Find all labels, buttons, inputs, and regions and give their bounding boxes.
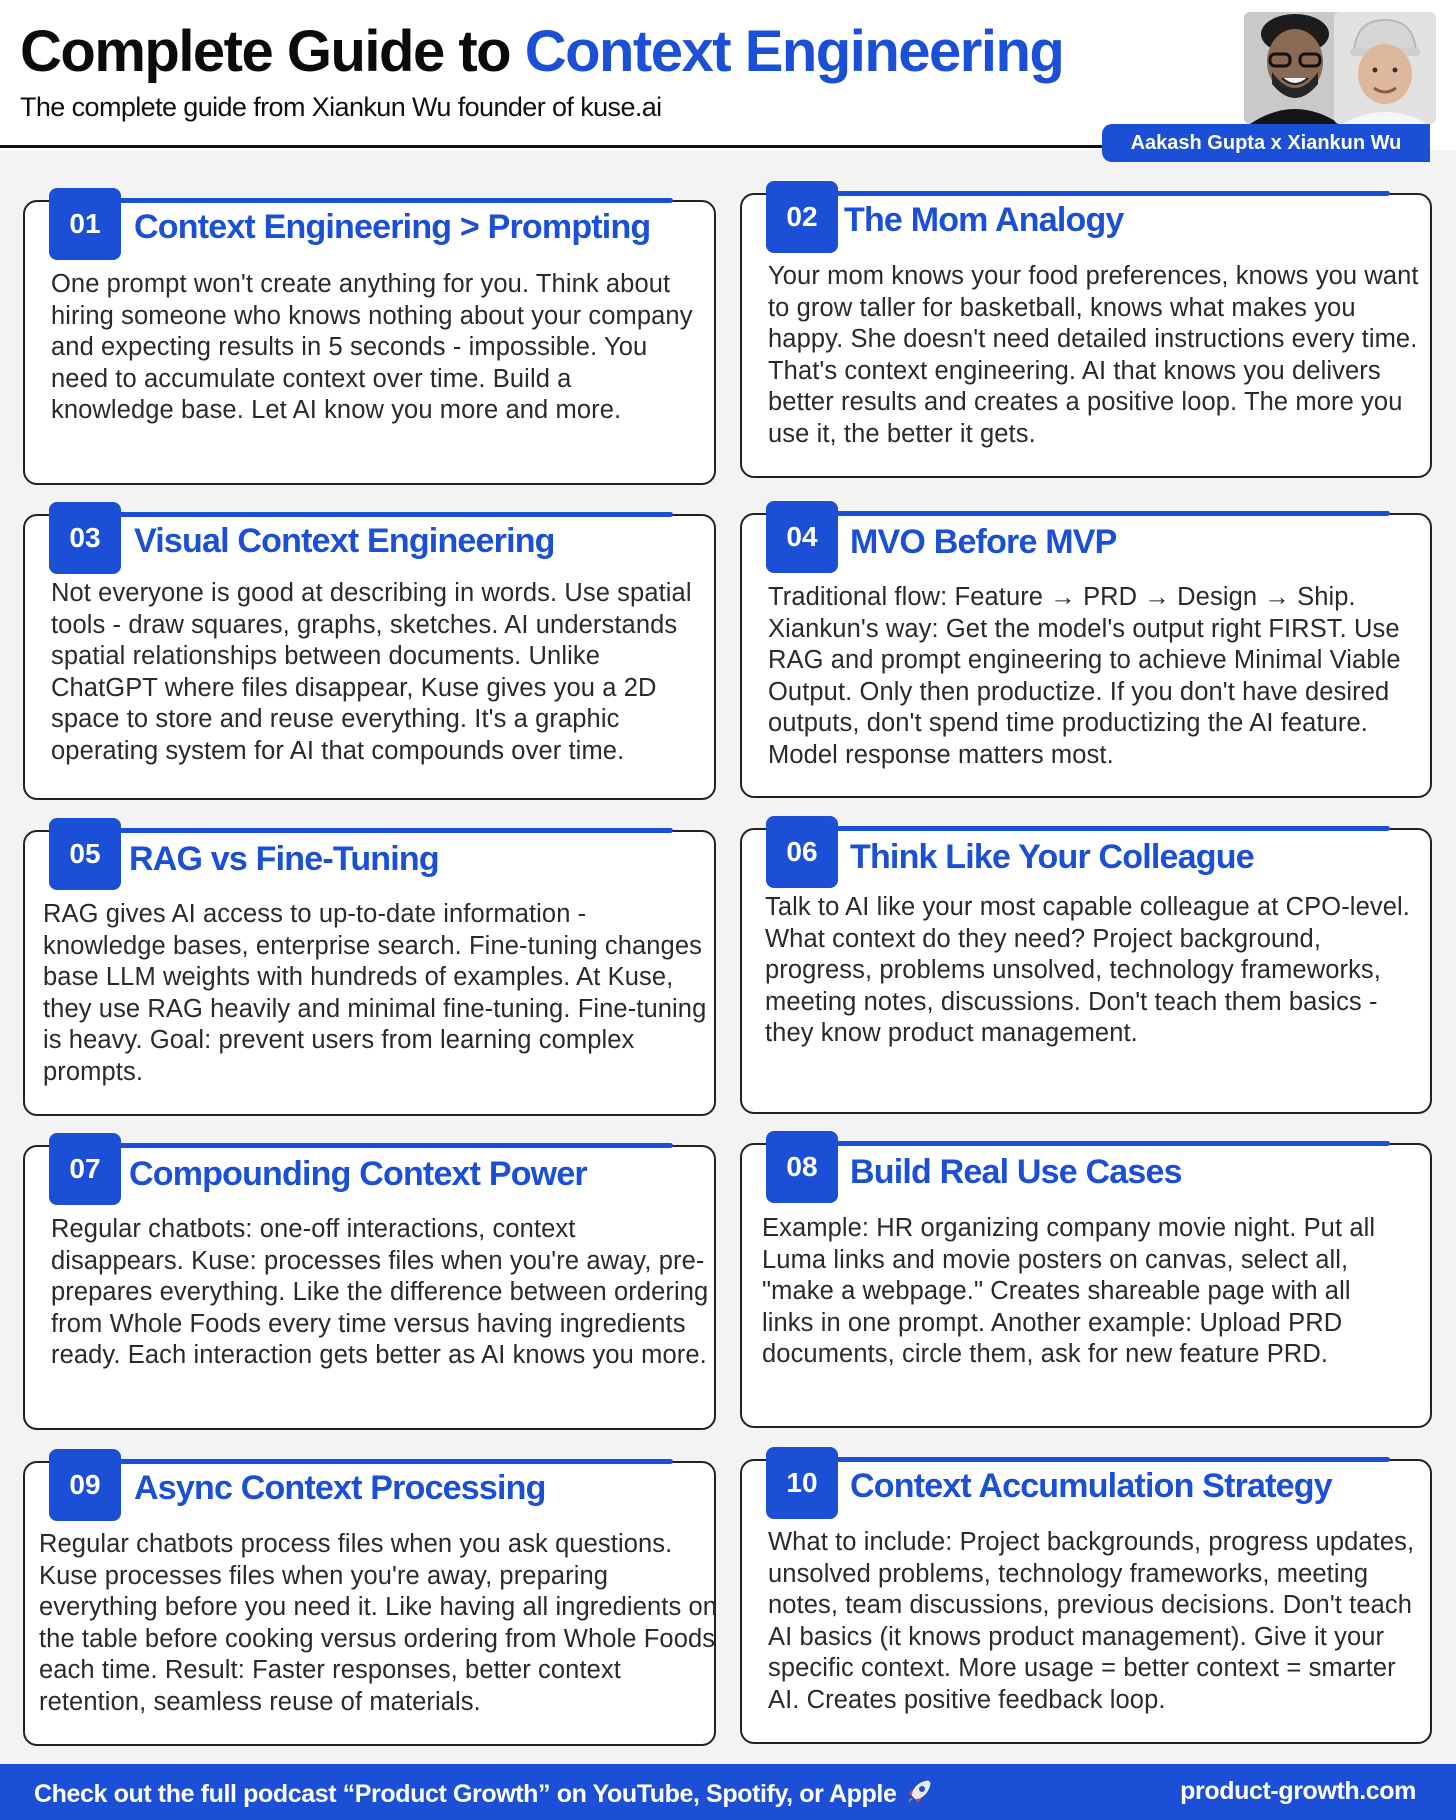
card-body: What to include: Project backgrounds, progress updates, unsolved problems, technology frameworks, meeting notes, team discussions, previous decisions. Don't teach AI basics (it knows product management). Give it your specific context. More usage = better context = smarter AI. Creates positive feedback loop. <box>768 1528 1415 1714</box>
header <box>0 0 1456 154</box>
footer-link[interactable]: product-growth.com <box>1180 1777 1416 1805</box>
card-number-badge: 09 <box>49 1449 121 1521</box>
card-accent-line <box>822 1141 1390 1146</box>
card-body: Talk to AI like your most capable colleague at CPO-level. What context do they need? Project background, progress, problems unsolved, technology frameworks, meeting notes, discussions. Don't teach them basics - they know product management. <box>765 893 1410 1047</box>
card-body: RAG gives AI access to up-to-date information - knowledge bases, enterprise search. Fine-tuning changes base LLM weights with hundreds of examples. At Kuse, they use RAG heavily and minimal fine-tuning. Fine-tuning is heavy. Goal: prevent users from learning complex prompts. <box>43 900 707 1086</box>
card-05 <box>23 830 716 1116</box>
card-body: Traditional flow: Feature → PRD → Design → Ship. Xiankun's way: Get the model's output right FIRST. Use RAG and prompt engineering to achieve Minimal Viable Output. Only then productize. If you don't have desired outputs, don't spend time productizing the AI feature. Model response matters most. <box>768 583 1401 769</box>
footer-cta-text: Check out the full podcast “Product Growth” on YouTube, Spotify, or Apple <box>34 1780 897 1809</box>
card-02 <box>740 193 1432 478</box>
card-accent-line <box>105 1459 673 1464</box>
card-title: MVO Before MVP <box>850 523 1117 561</box>
card-title: Context Engineering > Prompting <box>134 208 651 246</box>
page-subtitle: The complete guide from Xiankun Wu founder of kuse.ai <box>20 92 662 122</box>
card-body: Your mom knows your food preferences, knows you want to grow taller for basketball, knows what makes you happy. She doesn't need detailed instructions every time. That's context engineering. AI that knows you delivers better results and creates a positive loop. The more you use it, the better it gets. <box>768 262 1419 448</box>
card-title: Visual Context Engineering <box>134 522 555 560</box>
card-title: Async Context Processing <box>134 1469 546 1507</box>
card-title: Context Accumulation Strategy <box>850 1467 1332 1505</box>
card-accent-line <box>822 826 1390 831</box>
card-06 <box>740 828 1432 1114</box>
author-badge: Aakash Gupta x Xiankun Wu <box>1102 124 1430 162</box>
card-07 <box>23 1145 716 1430</box>
card-number-badge: 01 <box>49 188 121 260</box>
rocket-icon <box>904 1777 934 1814</box>
avatar-guest <box>1334 12 1436 124</box>
header-divider <box>0 145 1110 148</box>
card-title: Compounding Context Power <box>129 1155 587 1193</box>
card-01 <box>23 200 716 485</box>
title-main: Complete Guide to <box>20 19 525 84</box>
card-accent-line <box>105 828 673 833</box>
card-number-badge: 03 <box>49 502 121 574</box>
card-10 <box>740 1459 1432 1744</box>
card-number-badge: 05 <box>49 818 121 890</box>
card-title: Think Like Your Colleague <box>850 838 1254 876</box>
page-title <box>20 18 1063 85</box>
card-accent-line <box>105 512 673 517</box>
card-title: Build Real Use Cases <box>850 1153 1182 1191</box>
card-body: Example: HR organizing company movie night. Put all Luma links and movie posters on canvas, select all, "make a webpage." Creates shareable page with all links in one prompt. Another example: Upload PRD documents, circle them, ask for new feature PRD. <box>762 1214 1376 1368</box>
footer-bar <box>0 1764 1456 1820</box>
card-accent-line <box>105 198 673 203</box>
card-accent-line <box>105 1143 673 1148</box>
card-04 <box>740 513 1432 798</box>
card-03 <box>23 514 716 800</box>
avatar-host <box>1244 12 1346 124</box>
title-accent: Context Engineering <box>524 19 1064 84</box>
card-08 <box>740 1143 1432 1428</box>
card-accent-line <box>822 1457 1390 1462</box>
card-body: Regular chatbots process files when you ask questions. Kuse processes files when you're away, preparing everything before you need it. Like having all ingredients on the table before cooking versus ordering from Whole Foods each time. Result: Faster responses, better context retention, seamless reuse of materials. <box>39 1530 718 1716</box>
card-number-badge: 06 <box>766 816 838 888</box>
card-number-badge: 08 <box>766 1131 838 1203</box>
card-accent-line <box>822 191 1390 196</box>
card-09 <box>23 1461 716 1746</box>
card-title: RAG vs Fine-Tuning <box>129 840 439 878</box>
card-body: One prompt won't create anything for you. Think about hiring someone who knows nothing about your company and expecting results in 5 seconds - impossible. You need to accumulate context over time. Build a knowledge base. Let AI know you more and more. <box>51 270 693 424</box>
card-title: The Mom Analogy <box>844 201 1124 239</box>
footer-cta <box>34 1777 934 1814</box>
card-number-badge: 10 <box>766 1447 838 1519</box>
card-number-badge: 04 <box>766 501 838 573</box>
card-accent-line <box>822 511 1390 516</box>
card-body: Regular chatbots: one-off interactions, context disappears. Kuse: processes files when you're away, pre-prepares everything. Like the difference between ordering from Whole Foods every time versus having ingredients ready. Each interaction gets better as AI knows you more. <box>51 1215 709 1369</box>
card-body: Not everyone is good at describing in words. Use spatial tools - draw squares, graphs, sketches. AI understands spatial relationships between documents. Unlike ChatGPT where files disappear, Kuse gives you a 2D space to store and reuse everything. It's a graphic operating system for AI that compounds over time. <box>51 579 692 765</box>
card-number-badge: 07 <box>49 1133 121 1205</box>
card-number-badge: 02 <box>766 181 838 253</box>
